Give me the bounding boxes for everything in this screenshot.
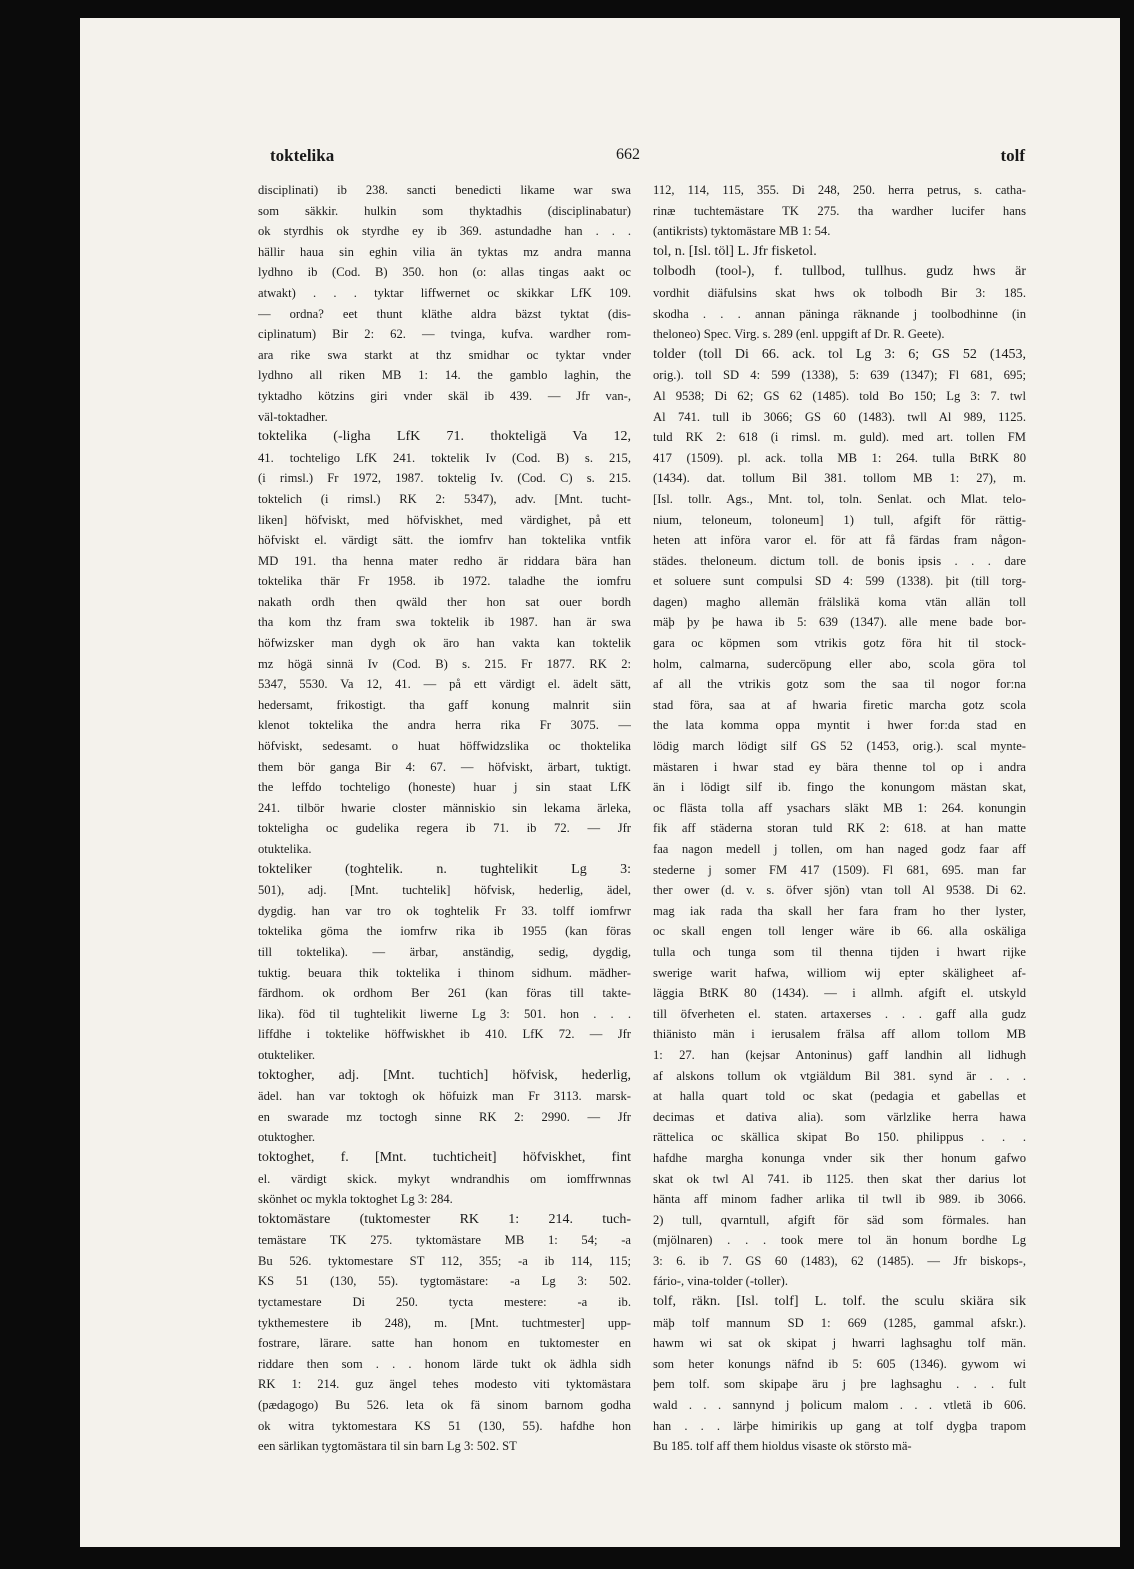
text-line: liken] höfviskt, med höfviskhet, med värdighet, på ett xyxy=(258,512,631,527)
text-line: 417 (1509). pl. ack. tolla MB 1: 264. tulla BtRK 80 xyxy=(653,450,1026,465)
page-header xyxy=(270,146,1025,170)
text-line: fostrare, lärare. satte han honom en tuktomester en xyxy=(258,1336,631,1351)
text-line: stad föra, saa at af hwaria firetic marcha gotz scola xyxy=(653,697,1026,712)
text-line: riddare then som . . . honom lärde tukt ok ädhla sidh xyxy=(258,1356,631,1371)
text-line: 112, 114, 115, 355. Di 248, 250. herra petrus, s. catha- xyxy=(653,183,1026,197)
text-line: lydhno ib (Cod. B) 350. hon (o: allas tingas aakt oc xyxy=(258,265,631,280)
text-line: ciplinatum) Bir 2: 62. — tvinga, kufva. wardher rom- xyxy=(258,327,631,342)
text-line: som heter konungs näfnd ib 5: 605 (1346). gywom wi xyxy=(653,1356,1026,1371)
text-line: atwakt) . . . tyktar liffwernet oc skikkar LfK 109. xyxy=(258,285,631,300)
text-line: orig.). toll SD 4: 599 (1338), 5: 639 (1347); Fl 681, 695; xyxy=(653,368,1026,383)
text-line: otuktogher. xyxy=(258,1130,316,1145)
text-line: fário-, vina-tolder (-toller). xyxy=(653,1274,788,1289)
text-line: läggia BtRK 80 (1434). — i allmh. afgift el. utskyld xyxy=(653,986,1026,1001)
left-running-headword: toktelika xyxy=(270,146,335,165)
text-line: rinæ tuchtemästare TK 275. tha wardher lucifer hans xyxy=(653,203,1026,218)
text-line: dagen) magho allemän frälslikä koma vtän allän toll xyxy=(653,594,1026,609)
text-line: till öfverheten el. staten. artaxerses . . . gaff alla gudz xyxy=(653,1006,1026,1021)
text-line: toktelich (i rimsl.) RK 2: 5347), adv. [Mnt. tucht- xyxy=(258,491,631,506)
text-line: mag iak rada tha skall her fara fram ho ther lyster, xyxy=(653,903,1026,918)
text-line: tulla och tunga som til thenna tijden i hwart rijke xyxy=(653,944,1026,959)
text-line: een särlikan tygtomästara til sin barn Lg 3: 502. ST xyxy=(258,1439,517,1454)
text-line: nakath ordh then qwäld ther hon sat ouer bordh xyxy=(258,594,631,609)
text-line: mästaren i hwar stad ey bära thenne tol op i andra xyxy=(653,759,1026,774)
text-line: toktomästare (tuktomester RK 1: 214. tuch- xyxy=(258,1211,631,1227)
text-line: fik aff städerna storan tuld RK 2: 618. at han matte xyxy=(653,821,1026,836)
text-line: (i rimsl.) Fr 1972, 1987. toktelig Iv. (Cod. C) s. 215. xyxy=(258,471,631,486)
text-line: at halla quart told oc skat (pedagia et gabellas et xyxy=(653,1089,1026,1104)
text-line: stederne j somer FM 417 (1509). Fl 681, 695. man far xyxy=(653,862,1026,877)
text-line: temästare TK 275. tyktomästare MB 1: 54; -a xyxy=(258,1233,631,1248)
text-line: till toktelika). — ärbar, anständig, sedig, dygdig, xyxy=(258,944,631,959)
text-line: tokteligha oc gudelika regera ib 71. ib 72. — Jfr xyxy=(258,821,631,836)
text-line: tolbodh (tool-), f. tullbod, tullhus. gudz hws är xyxy=(653,264,1026,280)
text-line: (1434). dat. tollum Bil 381. tollom MB 1: 27), m. xyxy=(653,471,1026,486)
text-line: han . . . lärþe himirikis up gang at tolf dygþa trapom xyxy=(653,1418,1026,1433)
text-line: ara rike swa starkt at thz smidhar oc tyktar vnder xyxy=(258,347,631,362)
text-line: toktelika thär Fr 1958. ib 1972. taladhe the iomfru xyxy=(258,574,631,589)
text-line: Al 741. tull ib 3066; GS 60 (1483). twll Al 989, 1125. xyxy=(653,409,1026,424)
text-line: the lata komma oppa myntit i hwer for:da stad en xyxy=(653,718,1026,733)
text-line: dygdig. han var tro ok toghtelik Fr 33. tolff iomfrwr xyxy=(258,903,631,918)
text-line: skönhet oc mykla toktoghet Lg 3: 284. xyxy=(258,1192,453,1207)
text-line: holm, calmarna, sudercöpung eller abo, scola göra tol xyxy=(653,656,1026,671)
text-line: toktelika (-ligha LfK 71. thokteligä Va 12, xyxy=(258,429,631,445)
text-line: them bör ganga Bir 4: 67. — höfviskt, ärbart, tuktigt. xyxy=(258,759,631,774)
text-line: 2) tull, qvarntull, afgift för säd som förmales. han xyxy=(653,1212,1026,1227)
text-line: af alskons tollum ok vtgiäldum Bil 381. synd är . . . xyxy=(653,1068,1026,1083)
text-line: skodha . . . annan päninga räknande j toolbodhinne (in xyxy=(653,306,1026,321)
text-line: hedersamt, frikostigt. tha gaff konung malnrit siin xyxy=(258,697,631,712)
text-line: 1: 27. han (kejsar Antoninus) gaff landhin all lidhugh xyxy=(653,1047,1026,1062)
text-line: swerige warit hafwa, williom wij epter skäligheet af- xyxy=(653,965,1026,980)
text-line: ther ower (d. v. s. öfver sjön) vtan toll Al 9538. Di 62. xyxy=(653,883,1026,898)
text-line: (mjölnaren) . . . took mere tol än honum bordhe Lg xyxy=(653,1233,1026,1248)
text-line: RK 1: 214. guz ängel tehes modesto viti tyktomästara xyxy=(258,1377,631,1392)
text-line: KS 51 (130, 55). tygtomästare: -a Lg 3: 502. xyxy=(258,1274,631,1289)
text-line: rättelica oc skällica skipat Bo 150. philippus . . . xyxy=(653,1130,1026,1145)
text-line: liffdhe i toktelike höffwiskhet ib 410. LfK 72. — Jfr xyxy=(258,1027,631,1042)
text-line: mäþ tolf mannum SD 1: 669 (1285, gammal afskr.). xyxy=(653,1315,1026,1330)
text-line: lydhno all riken MB 1: 14. the gamblo laghin, the xyxy=(258,368,631,383)
text-line: disciplinati) ib 238. sancti benedicti likame war swa xyxy=(258,183,631,197)
text-line: et soluere sunt compulsi SD 4: 599 (1338). þit (till torg- xyxy=(653,574,1026,589)
page-number: 662 xyxy=(616,146,640,163)
text-line: Bu 526. tyktomestare ST 112, 355; -a ib 114, 115; xyxy=(258,1253,631,1268)
text-line: wald . . . sannynd j þolicum malom . . . vtletä ib 606. xyxy=(653,1398,1026,1413)
text-line: höfwizsker man dygh ok äro han vakta kan toktelik xyxy=(258,636,631,651)
text-line: tha kom thz fram swa toktelik ib 1987. han är swa xyxy=(258,615,631,630)
text-line: þem tolf. som skipaþe äru j þre laghsaghu . . . fult xyxy=(653,1377,1026,1392)
text-line: decimas et dativa alia). som värlzlike herra hawa xyxy=(653,1109,1026,1124)
text-line: städes. theloneum. dictum toll. de bonis ipsis . . . dare xyxy=(653,553,1026,568)
text-line: tuktig. beuara thik toktelika i thinom sidhum. mädher- xyxy=(258,965,631,980)
text-line: 501), adj. [Mnt. tuchtelik] höfvisk, hederlig, ädel, xyxy=(258,883,631,898)
text-line: hällir haua sin eghin vilia än tyktas mz andra manna xyxy=(258,244,631,259)
text-line: som säkkir. hulkin som thyktadhis (disciplinabatur) xyxy=(258,203,631,218)
text-line: färdhom. ok ordhom Ber 261 (kan föras till takte- xyxy=(258,986,631,1001)
text-line: än i lödigt silf ib. fingo the konungom mästan skat, xyxy=(653,780,1026,795)
text-line: 3: 6. ib 7. GS 60 (1483), 62 (1485). — Jfr biskops-, xyxy=(653,1253,1026,1268)
text-line: otuktelika. xyxy=(258,842,312,856)
text-line: (antikrists) tyktomästare MB 1: 54. xyxy=(653,224,831,239)
text-line: 241. tilbör hwarie closter människio sin lekama ärleka, xyxy=(258,800,631,815)
text-line: faa nagon medell j tollen, om han naged godz faar aff xyxy=(653,842,1026,856)
text-line: 41. tochteligo LfK 241. toktelik Iv (Cod. B) s. 215, xyxy=(258,450,631,465)
right-column xyxy=(653,180,1026,1457)
text-line: el. värdigt skick. mykyt wndrandhis om iomffrwnnas xyxy=(258,1171,631,1186)
text-line: hänta aff minom fadher arlika til twll ib 989. ib 3066. xyxy=(653,1192,1026,1207)
text-line: gara oc köpmen som vtrikis gotz föra hit til stock- xyxy=(653,636,1026,651)
text-line: tokteliker (toghtelik. n. tughtelikit Lg 3: xyxy=(258,861,631,877)
text-line: toktoghet, f. [Mnt. tuchticheit] höfviskhet, fint xyxy=(258,1149,631,1165)
text-line: lika). föd til tughtelikit liwerne Lg 3: 501. hon . . . xyxy=(258,1006,631,1021)
text-line: ädel. han var toktogh ok höfuizk man Fr 3113. marsk- xyxy=(258,1089,631,1104)
text-line: MD 191. tha henna mater redho är riddara bära han xyxy=(258,553,631,568)
text-line: nium, teloneum, toloneum] 1) tull, afgift för rättig- xyxy=(653,512,1026,527)
text-line: af all the vtrikis gotz som the saa til nogor for:na xyxy=(653,677,1026,692)
text-line: höfviskt el. värdigt sätt. the iomfrv han toktelika vntfik xyxy=(258,533,631,548)
text-line: mäþ þy þe hawa ib 5: 639 (1347). alle mene bade bor- xyxy=(653,615,1026,630)
text-line: (pædagogo) Bu 526. leta ok fä sinom barnom godha xyxy=(258,1398,631,1413)
text-line: tyktadho kötzins giri vnder skäl ib 439. — Jfr van-, xyxy=(258,388,631,403)
text-line: otukteliker. xyxy=(258,1047,316,1062)
text-line: tykthemestere ib 248), m. [Mnt. tuchtmester] upp- xyxy=(258,1315,631,1330)
text-line: ok witra tyktomestara KS 51 (130, 55). hafdhe hon xyxy=(258,1418,631,1433)
text-line: — ordna? eet thunt kläthe aldra bäzst tyktat (dis- xyxy=(258,306,631,321)
right-running-headword: tolf xyxy=(1000,146,1025,165)
text-line: mz högä sinnä Iv (Cod. B) s. 215. Fr 1877. RK 2: xyxy=(258,656,631,671)
text-line: skat ok twl Al 741. ib 1125. then skat ther darius lot xyxy=(653,1171,1026,1186)
text-line: tol, n. [Isl. töl] L. Jfr fisketol. xyxy=(653,243,817,259)
text-line: tolf, räkn. [Isl. tolf] L. tolf. the sculu skiära sik xyxy=(653,1294,1026,1310)
text-line: 5347, 5530. Va 12, 41. — på ett värdigt el. ädelt sätt, xyxy=(258,677,631,692)
text-line: en swarade mz toctogh sinne RK 2: 2990. — Jfr xyxy=(258,1109,631,1124)
text-line: lödig march lödigt silf GS 52 (1453, orig.). scal mynte- xyxy=(653,739,1026,754)
text-line: oc skall engen toll lenger wäre ib 66. alla oskäliga xyxy=(653,924,1026,939)
text-line: the leffdo tochteligo (honeste) huar j sin staat LfK xyxy=(258,780,631,795)
text-line: thiänisto män i ierusalem frälsa aff allom tollom MB xyxy=(653,1027,1026,1042)
text-line: tyctamestare Di 250. tycta mestere: -a ib. xyxy=(258,1295,631,1310)
text-line: tuld RK 2: 618 (i rimsl. m. guld). med art. tollen FM xyxy=(653,430,1026,445)
text-line: oc flästa tolla aff ysachars släkt MB 1: 264. konungin xyxy=(653,800,1026,815)
text-line: Bu 185. tolf aff them hioldus visaste ok störsto mä- xyxy=(653,1439,912,1454)
text-line: [Isl. tollr. Ags., Mnt. tol, toln. Senlat. och Mlat. telo- xyxy=(653,491,1026,506)
text-line: väl-toktadher. xyxy=(258,409,328,424)
text-line: tolder (toll Di 66. ack. tol Lg 3: 6; GS 52 (1453, xyxy=(653,346,1026,362)
text-line: toktelika göma the iomfrw rika ib 1955 (kan föras xyxy=(258,924,631,939)
left-column xyxy=(258,180,631,1457)
text-line: höfviskt, sedesamt. o huat höffwidzslika oc thoktelika xyxy=(258,739,631,754)
text-line: hawm wi sat ok skipat j hwarri laghsaghu tolf män. xyxy=(653,1336,1026,1351)
text-line: hafdhe margha konunga vnder sik ther honum gafwo xyxy=(653,1150,1026,1165)
text-line: heten att införa varor el. för att få färdas fram någon- xyxy=(653,533,1026,548)
text-line: vordhit diäfulsins skat hws ok tolbodh Bir 3: 185. xyxy=(653,285,1026,300)
text-line: ok styrdhis ok styrdhe ey ib 369. astundadhe han . . . xyxy=(258,224,631,239)
text-line: Al 9538; Di 62; GS 62 (1485). told Bo 150; Lg 3: 7. twl xyxy=(653,388,1026,403)
text-line: klenot toktelika the andra herra rika Fr 3075. — xyxy=(258,718,631,733)
text-line: toktogher, adj. [Mnt. tuchtich] höfvisk, hederlig, xyxy=(258,1067,631,1083)
text-line: theloneo) Spec. Virg. s. 289 (enl. uppgift af Dr. R. Geete). xyxy=(653,327,945,342)
